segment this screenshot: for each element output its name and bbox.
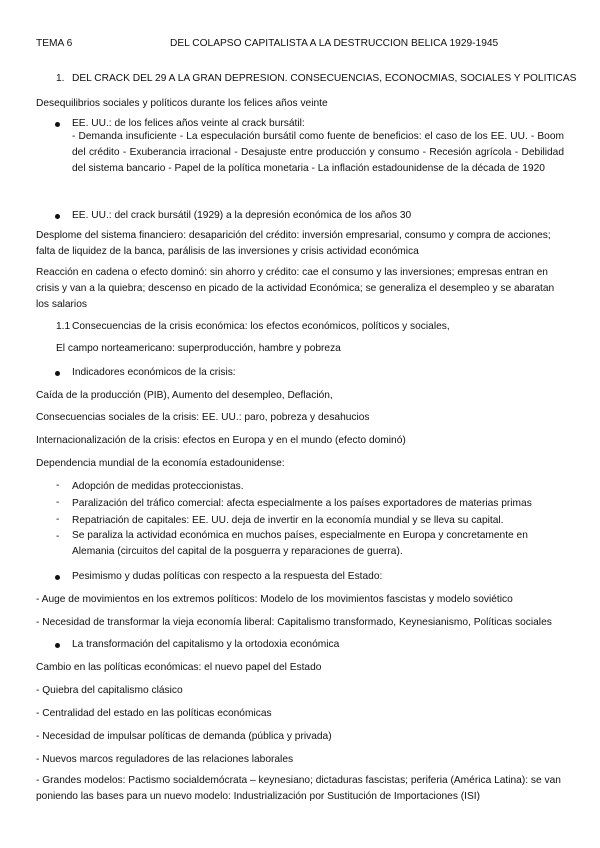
bullet-pesimismo: Pesimismo y dudas políticas con respecto a la respuesta del Estado: bbox=[72, 571, 383, 582]
bullet-icon bbox=[55, 643, 60, 648]
paragraph-necesidad-transformar: - Necesidad de transformar la vieja economía liberal: Capitalismo transformado, Keynesianismo, Políticas sociales bbox=[36, 617, 552, 628]
dash-item: Adopción de medidas proteccionistas. bbox=[72, 481, 244, 492]
dash-marker: - bbox=[56, 497, 60, 508]
bullet-icon bbox=[55, 214, 60, 219]
paragraph-demanda: - Necesidad de impulsar políticas de demanda (pública y privada) bbox=[36, 731, 332, 742]
tema-label: TEMA 6 bbox=[36, 38, 73, 49]
dash-item: Se paraliza la actividad económica en muchos países, especialmente en Europa y concretamente en Alemania (circuitos del capital de la posguerra y reparaciones de guerra). bbox=[72, 530, 528, 557]
paragraph-consecuencias-sociales: Consecuencias sociales de la crisis: EE. UU.: paro, pobreza y desahucios bbox=[36, 412, 370, 423]
bullet-crack-depresion: EE. UU.: del crack bursátil (1929) a la depresión económica de los años 30 bbox=[72, 210, 412, 221]
dash-item: Repatriación de capitales: EE. UU. deja de invertir en la economía mundial y se lleva su capital. bbox=[72, 515, 504, 526]
paragraph-desequilibrios: Desequilibrios sociales y políticos durante los felices años veinte bbox=[36, 98, 328, 109]
section-heading: DEL CRACK DEL 29 A LA GRAN DEPRESION. CONSECUENCIAS, ECONOCMIAS, SOCIALES Y POLITICAS bbox=[72, 73, 577, 84]
bullet-icon bbox=[55, 575, 60, 580]
dash-marker: - bbox=[56, 480, 60, 491]
document-title: DEL COLAPSO CAPITALISTA A LA DESTRUCCION BELICA 1929-1945 bbox=[170, 38, 499, 49]
paragraph-campo: El campo norteamericano: superproducción, hambre y pobreza bbox=[56, 343, 341, 354]
paragraph-reaccion: Reacción en cadena o efecto dominó: sin ahorro y crédito: cae el consumo y las inversiones; empresas entran en crisis y van a la quiebra; descenso en picado de la actividad Económica; se generaliza el desempleo y se abaratan los salarios bbox=[36, 267, 555, 310]
paragraph-auge: - Auge de movimientos en los extremos políticos: Modelo de los movimientos fascistas y modelo soviético bbox=[36, 594, 513, 605]
paragraph-caida: Caída de la producción (PIB), Aumento del desempleo, Deflación, bbox=[36, 390, 333, 401]
dash-item: Paralización del tráfico comercial: afecta especialmente a los países exportadores de materias primas bbox=[72, 498, 532, 509]
bullet-icon bbox=[55, 122, 60, 127]
dash-marker: - bbox=[56, 531, 60, 542]
paragraph-dependencia: Dependencia mundial de la economía estadounidense: bbox=[36, 458, 285, 469]
bullet-icon bbox=[55, 371, 60, 376]
paragraph-marcos: - Nuevos marcos reguladores de las relaciones laborales bbox=[36, 754, 294, 765]
paragraph-cambio: Cambio en las políticas económicas: el nuevo papel del Estado bbox=[36, 662, 322, 673]
paragraph-quiebra: - Quiebra del capitalismo clásico bbox=[36, 685, 183, 696]
dash-marker: - bbox=[56, 514, 60, 525]
bullet-transformacion: La transformación del capitalismo y la ortodoxia económica bbox=[72, 639, 340, 650]
bullet-eeuu-title: EE. UU.: de los felices años veinte al crack bursátil: bbox=[72, 118, 305, 129]
bullet-eeuu-body: - Demanda insuficiente - La especulación bursátil como fuente de beneficios: el caso de los EE. UU. - Boom del crédito - Exuberancia irracional - Desajuste entre producción y consumo - Recesión agrícola - Debilidad del sistema bancario - Papel de la política monetaria - La inflación estadounidense de la década de 1920 bbox=[72, 131, 564, 174]
section-number: 1. bbox=[56, 73, 65, 84]
paragraph-grandes-modelos: - Grandes modelos: Pactismo socialdemócrata – keynesiano; dictaduras fascistas; periferia (América Latina): se van poniendo las bases para un nuevo modelo: Industrialización por Sustitución de Importaciones (ISI) bbox=[36, 775, 561, 802]
subsection-number: 1.1 bbox=[56, 321, 71, 332]
paragraph-desplome: Desplome del sistema financiero: desaparición del crédito: inversión empresarial, consumo y compra de acciones; falta de liquidez de la banca, parálisis de las inversiones y crisis actividad económica bbox=[36, 230, 551, 257]
paragraph-internacionalizacion: Internacionalización de la crisis: efectos en Europa y en el mundo (efecto dominó) bbox=[36, 435, 406, 446]
bullet-indicadores: Indicadores económicos de la crisis: bbox=[72, 367, 236, 378]
subsection-heading: Consecuencias de la crisis económica: los efectos económicos, políticos y sociales, bbox=[72, 321, 450, 332]
paragraph-centralidad: - Centralidad del estado en las políticas económicas bbox=[36, 708, 272, 719]
